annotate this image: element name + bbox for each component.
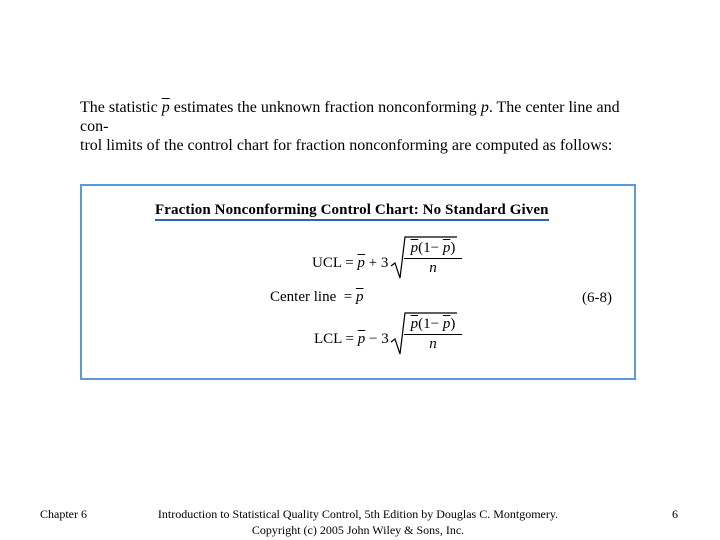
fraction-numerator: [404, 240, 462, 259]
minus-three: − 3: [369, 331, 389, 347]
center-line-equation: [270, 288, 363, 306]
p-bar-symbol: $\overline{p}$: [161, 99, 170, 116]
intro-text-2: estimates the unknown fraction nonconforming: [169, 99, 481, 116]
footer-chapter: Chapter 6: [40, 507, 87, 521]
equals-sign: =: [345, 255, 354, 271]
p-bar-symbol: $\overline{p}$: [357, 255, 365, 271]
fraction-text: (1−: [418, 316, 443, 332]
intro-text-1: The statistic: [80, 99, 162, 116]
plus-three: + 3: [368, 255, 389, 271]
intro-text-4: trol limits of the control chart for fraction nonconforming are computed as follows:: [80, 137, 613, 154]
equals-sign: =: [345, 331, 354, 347]
fraction-text: ): [450, 240, 456, 256]
lcl-label: LCL: [314, 331, 342, 347]
fraction-text: (1−: [418, 240, 443, 256]
intro-paragraph: [80, 98, 645, 155]
intro-text-3: . The center line and con-: [80, 99, 620, 135]
fraction-denominator: n: [429, 260, 437, 276]
p-bar-symbol: $\overline{p}$: [410, 316, 419, 332]
p-symbol: p: [480, 99, 489, 116]
ucl-label: UCL: [312, 255, 342, 271]
fraction-numerator: [404, 316, 462, 335]
footer-page-number: 6: [672, 507, 678, 521]
footer-citation: [148, 506, 568, 538]
ucl-fraction: [404, 240, 462, 277]
fraction-denominator: n: [429, 336, 437, 352]
fraction-text: ): [450, 316, 456, 332]
p-bar-symbol: $\overline{p}$: [442, 316, 451, 332]
ucl-equation: [312, 254, 388, 272]
lcl-fraction: [404, 316, 462, 353]
lcl-equation: [314, 330, 389, 348]
p-bar-symbol: $\overline{p}$: [442, 240, 451, 256]
p-bar-symbol: $\overline{p}$: [357, 331, 366, 347]
equals-sign: =: [343, 289, 353, 305]
footer-book-line-2: Copyright (c) 2005 John Wiley & Sons, Inc.: [251, 523, 465, 537]
equation-number: (6-8): [582, 290, 612, 306]
footer-book-line-1: Introduction to Statistical Quality Control, 5th Edition by Douglas C. Montgomery.: [157, 507, 559, 521]
formula-box: [80, 184, 636, 380]
box-title: Fraction Nonconforming Control Chart: No Standard Given: [155, 202, 549, 221]
p-bar-symbol: $\overline{p}$: [410, 240, 419, 256]
p-bar-symbol: $\overline{p}$: [355, 289, 364, 305]
center-line-label: Center line: [270, 289, 337, 305]
